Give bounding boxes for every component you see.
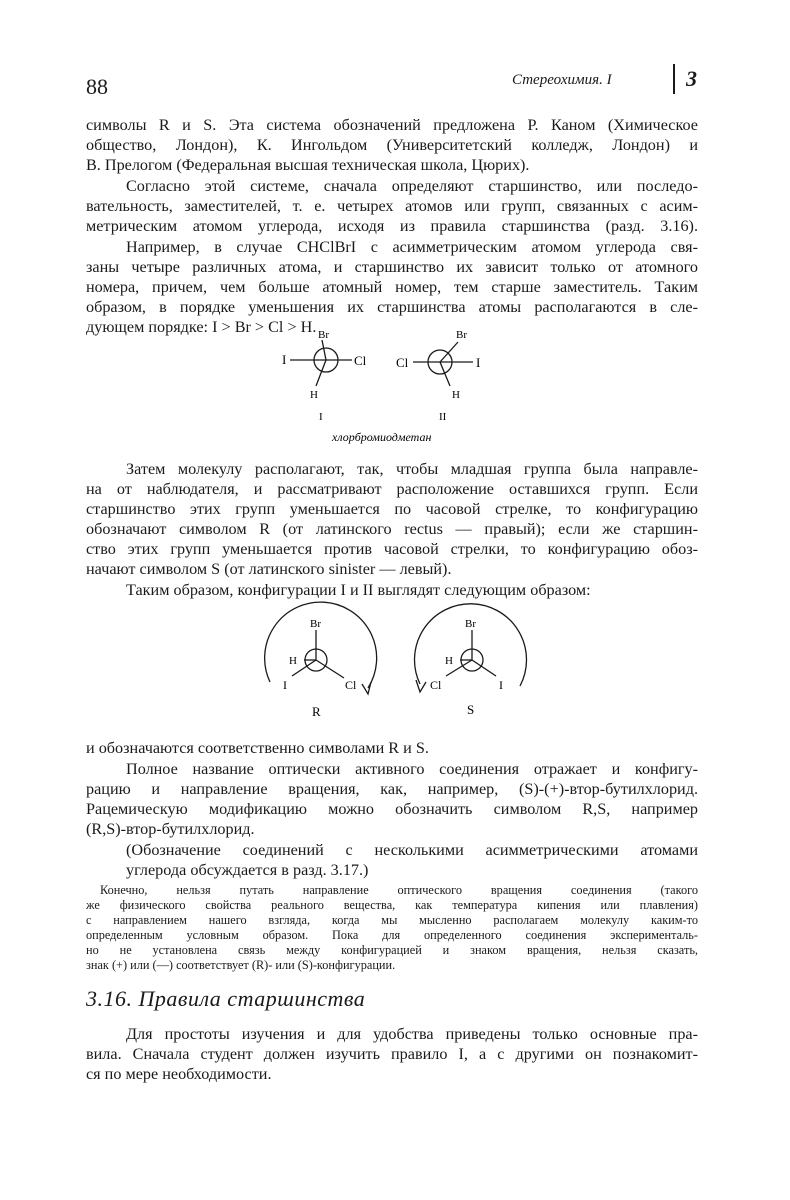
atom-label: H (445, 655, 453, 667)
text-line: Для простоты изучения и для удобства приведены только основные пра- (126, 1025, 698, 1043)
atom-label: Br (310, 618, 321, 630)
text-line: (R,S)-втор-бутилхлорид. (86, 820, 255, 838)
text-line: Затем молекулу располагают, так, чтобы младшая группа была направле- (126, 460, 698, 478)
chapter-number: 3 (686, 66, 697, 91)
atom-label: H (310, 389, 318, 401)
text-line: начают символом S (от латинского sinister — левый). (86, 560, 452, 578)
atom-label: Cl (345, 678, 357, 692)
footnote-line: определенным условным образом. Пока для определенного соединения эксперименталь- (86, 928, 698, 942)
atom-label: I (476, 355, 481, 370)
arrow-head (416, 680, 426, 692)
figure-label-I: I (319, 411, 323, 423)
footnote-line: с направлением нашего взгляда, когда мы мысленно располагаем молекулу каким-то (86, 913, 698, 927)
text-line: вила. Сначала студент должен изучить правило I, а с другими он познакомит- (86, 1045, 698, 1063)
bond (472, 660, 496, 676)
figure-caption: хлорбромиодметан (332, 430, 432, 444)
atom-label: Cl (396, 355, 409, 370)
text-line: дующем порядке: I > Br > Cl > H. (86, 318, 317, 336)
bond (316, 660, 344, 678)
text-line: номера, причем, чем больше атомный номер, тем старше заместитель. Таким (86, 278, 698, 296)
text-line: Полное название оптически активного соединения отражает и конфигу- (126, 760, 698, 778)
text-line: (Обозначение соединений с несколькими асимметрическими атомами (126, 841, 698, 859)
text-line: углерода обсуждается в разд. 3.17.) (126, 861, 369, 879)
footnote-line: знак (+) или (—) соответствует (R)- или (S)-конфигурации. (86, 958, 396, 972)
text-line: вательность, заместителей, т. е. четырех атомов или групп, связанных с асим- (86, 197, 698, 215)
arrow-head (362, 682, 371, 694)
text-line: В. Прелогом (Федеральная высшая техническая школа, Цюрих). (86, 156, 530, 174)
atom-label: Cl (430, 678, 442, 692)
molecule-II (413, 342, 473, 386)
config-label-S: S (467, 702, 475, 717)
text-line: образом, в порядке уменьшения их старшинства атомы располагаются в сле- (86, 298, 698, 316)
text-line: ся по мере необходимости. (86, 1065, 272, 1083)
text-line: символы R и S. Эта система обозначений предложена Р. Каном (Химическое (86, 116, 698, 134)
text-line: Рацемическую модификацию можно обозначить символом R,S, например (86, 800, 698, 818)
section-heading: 3.16. Правила старшинства (86, 986, 366, 1011)
text-line: метрическим атомом углерода, исходя из правила старшинства (разд. 3.16). (86, 217, 698, 235)
footnote-line: Конечно, нельзя путать направление оптического вращения соединения (такого (100, 883, 698, 897)
atom-label: H (452, 389, 460, 401)
text-line: Например, в случае CHClBrI с асимметрическим атомом углерода свя- (126, 238, 698, 256)
text-line: рацию и направление вращения, как, например, (S)-(+)-втор-бутилхлорид. (86, 780, 698, 798)
molecule-figure (270, 320, 510, 450)
text-line: заны четыре различных атома, и старшинство их зависит только от атомного (86, 258, 698, 276)
atom-label: Br (465, 618, 476, 630)
text-line: Таким образом, конфигурации I и II выглядят следующим образом: (126, 581, 591, 599)
page-number: 88 (86, 74, 108, 99)
figure-label-II: II (439, 411, 447, 423)
bond (316, 360, 326, 386)
text-line: Согласно этой системе, сначала определяют старшинство, или последо- (126, 177, 698, 195)
bond (440, 342, 458, 362)
text-line: старшинство этих групп уменьшается по часовой стрелке, то конфигурацию (86, 500, 698, 518)
atom-label: I (282, 352, 287, 367)
text-line: и обозначаются соответственно символами R и S. (86, 739, 429, 757)
footnote-line: же физического свойства реального вещества, как температура кипения или плавления) (86, 898, 698, 912)
counterclockwise-arrow-arc (415, 604, 527, 686)
atom-label: I (499, 678, 503, 692)
header-divider (673, 64, 675, 94)
text-line: на от наблюдателя, и рассматривают расположение оставшихся групп. Если (86, 480, 698, 498)
running-title: Стереохимия. I (512, 72, 612, 88)
atom-label: H (289, 655, 297, 667)
molecule-I (290, 340, 352, 386)
atom-label: Br (318, 329, 329, 341)
bond (322, 340, 326, 360)
text-line: обозначают символом R (от латинского rectus — правый); если же старшин- (86, 520, 698, 538)
footnote-line: но не установлена связь между конфигурацией и знаком вращения, нельзя сказать, (86, 943, 698, 957)
text-line: общество, Лондон), К. Ингольдом (Университетский колледж, Лондон) и (86, 136, 698, 154)
atom-label: I (283, 678, 287, 692)
config-label-R: R (312, 704, 321, 719)
atom-label: Cl (354, 353, 367, 368)
clockwise-arrow-arc (265, 602, 377, 688)
text-line: ство этих групп уменьшается против часовой стрелки, то конфигурацию обоз- (86, 540, 698, 558)
atom-label: Br (456, 329, 467, 341)
config-R (265, 602, 377, 694)
configuration-figure (252, 600, 552, 725)
